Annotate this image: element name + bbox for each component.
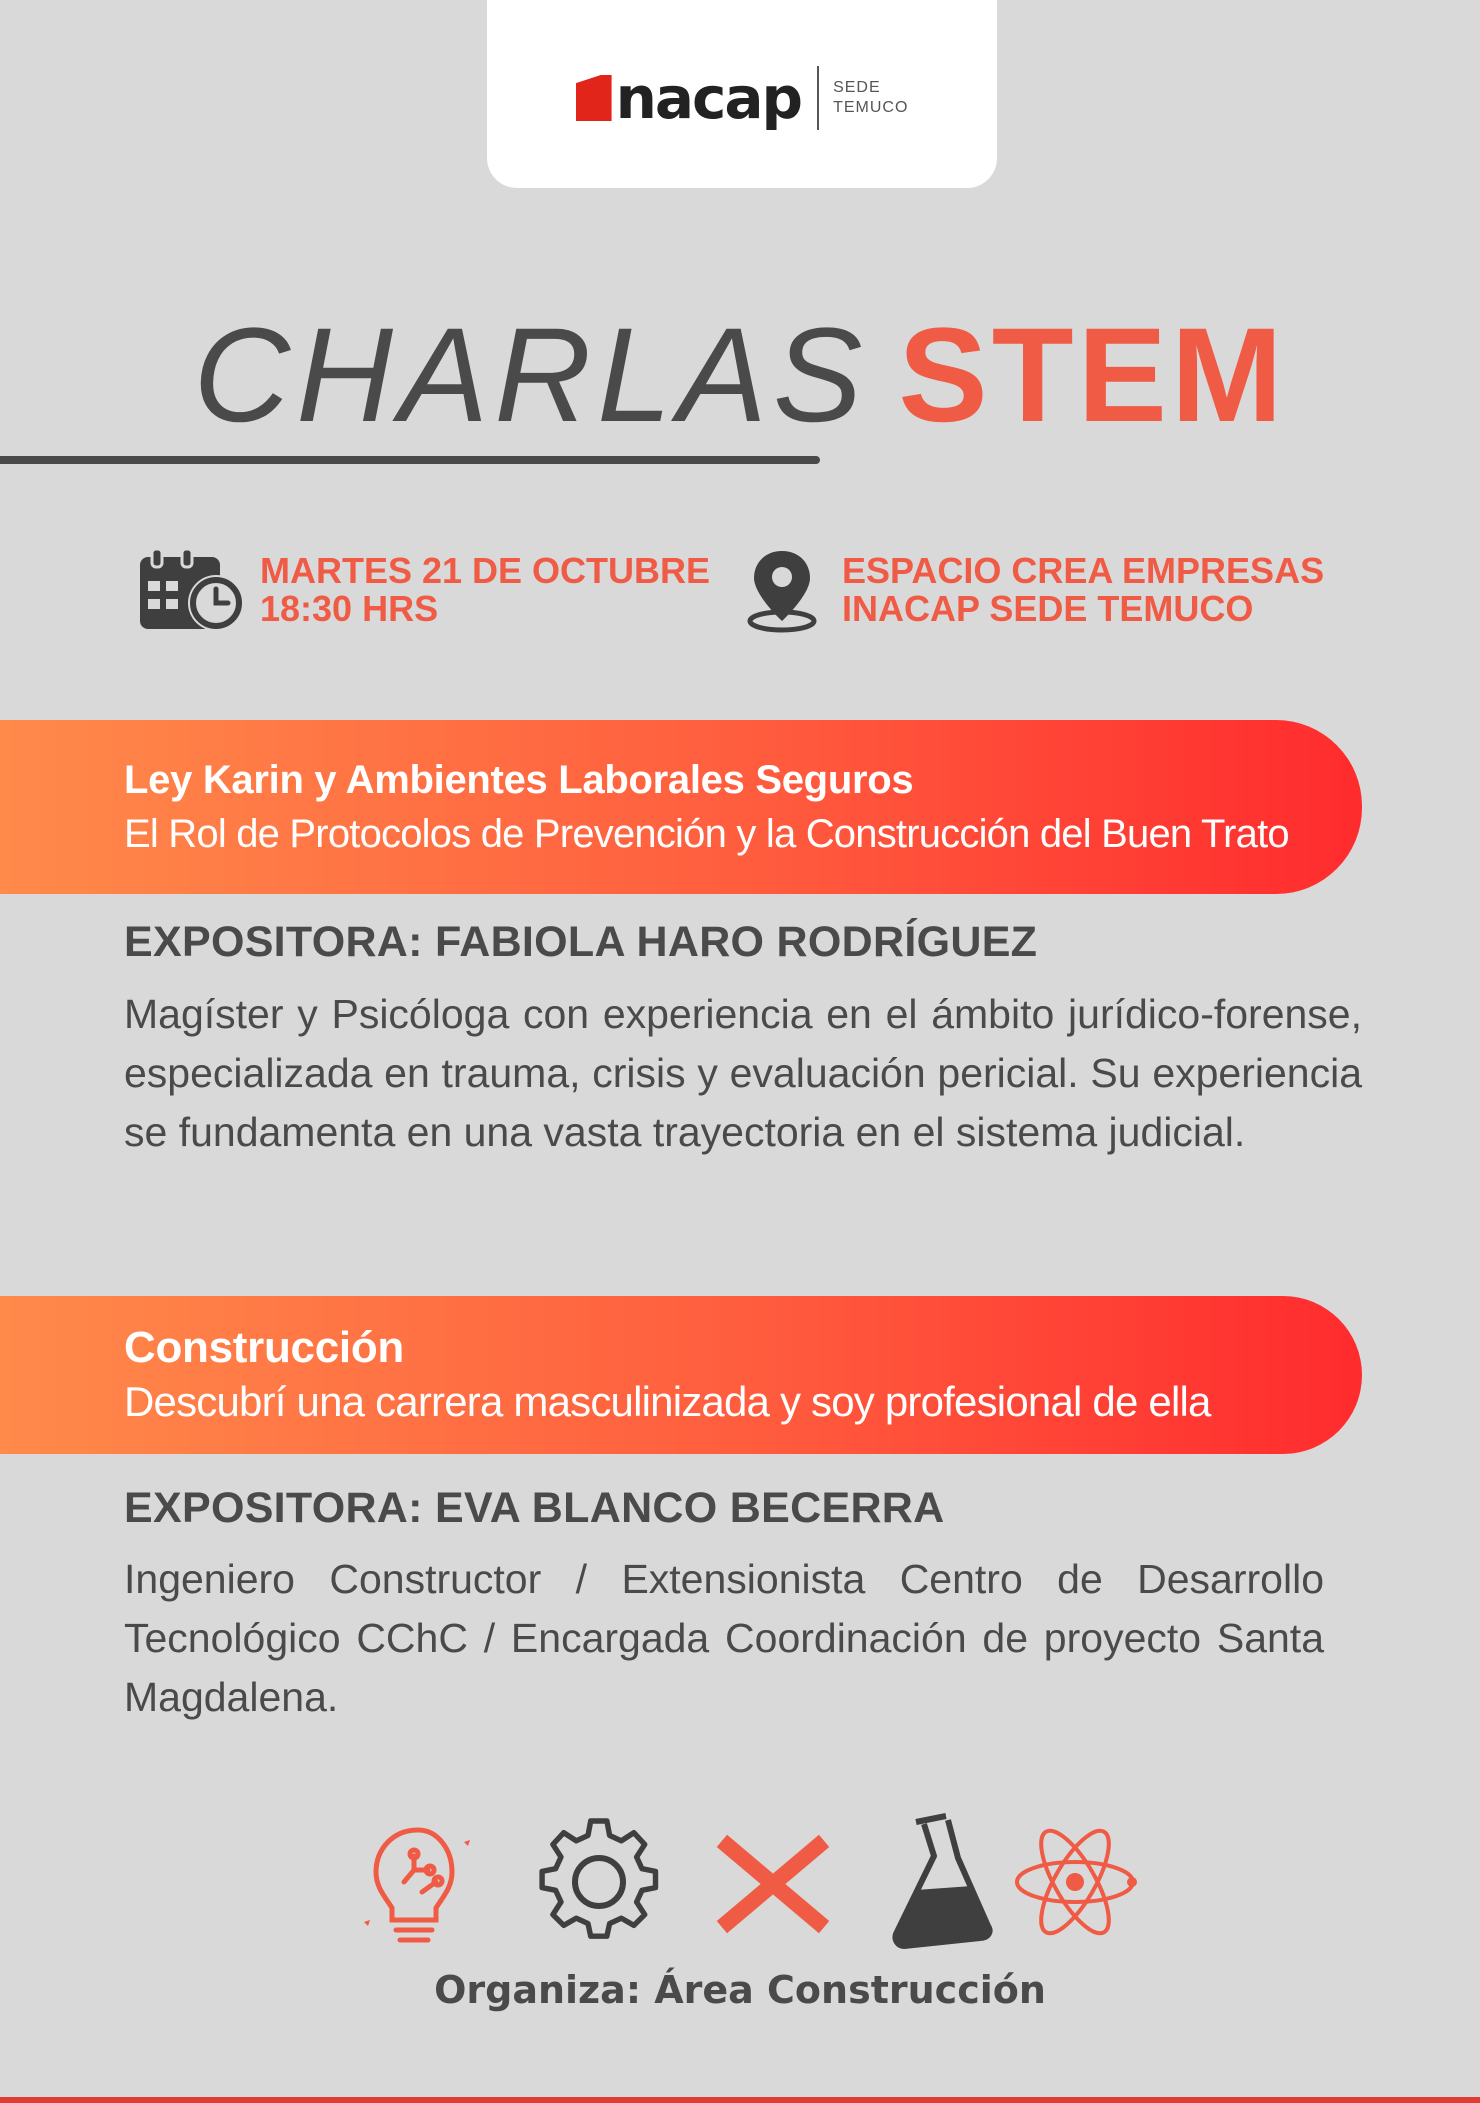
logo-wordmark: nacap <box>615 64 802 132</box>
event-campus-line: INACAP SEDE TEMUCO <box>842 588 1254 629</box>
logo-card <box>487 0 997 188</box>
speaker-name-2: EXPOSITORA: EVA BLANCO BECERRA <box>124 1484 945 1532</box>
stem-icons-row <box>0 1812 1480 1952</box>
talk-title-2: Construcción <box>124 1323 404 1372</box>
logo-campus <box>833 78 908 118</box>
multiply-icon <box>708 1812 838 1952</box>
logo-campus-line1: SEDE <box>833 79 881 96</box>
talk-banner-1 <box>0 720 1362 894</box>
flask-icon <box>876 1812 1006 1952</box>
page-title <box>0 296 1480 456</box>
atom-icon <box>1010 1812 1140 1952</box>
title-part1: CHARLAS <box>193 301 869 450</box>
speaker-name-1: EXPOSITORA: FABIOLA HARO RODRÍGUEZ <box>124 918 1038 966</box>
inacap-logo <box>576 66 909 130</box>
logo-mark-icon <box>576 75 612 121</box>
talk-subtitle-2: Descubrí una carrera masculinizada y soy profesional de ella <box>124 1378 1211 1425</box>
organizer-footer: Organiza: Área Construcción <box>434 1968 1046 2012</box>
logo-campus-line2: TEMUCO <box>833 99 909 116</box>
event-location <box>744 540 1324 640</box>
talk-banner-2 <box>0 1296 1362 1454</box>
event-place-line: ESPACIO CREA EMPRESAS <box>842 550 1325 591</box>
event-date-text <box>260 552 710 628</box>
speaker-bio-2: Ingeniero Constructor / Extensionista Centro de Desarrollo Tecnológico CChC / Encargada Coordinación de proyecto Santa Magdalena. <box>124 1556 1324 1720</box>
title-underline <box>0 456 820 464</box>
talk-title-1: Ley Karin y Ambientes Laborales Seguros <box>124 758 914 802</box>
talk-subtitle-1: El Rol de Protocolos de Prevención y la Construcción del Buen Trato <box>124 812 1289 856</box>
calendar-clock-icon <box>138 547 246 633</box>
event-date-line: MARTES 21 DE OCTUBRE <box>260 550 711 591</box>
title-part2: STEM <box>898 301 1287 450</box>
bottom-accent-bar <box>0 2097 1480 2103</box>
speaker-bio-1: Magíster y Psicóloga con experiencia en el ámbito jurídico-forense, especializada en trauma, crisis y evaluación pericial. Su experiencia se fundamenta en una vasta trayectoria en el sistema judicial. <box>124 991 1362 1155</box>
gear-icon <box>534 1812 664 1952</box>
lightbulb-circuit-icon <box>352 1812 482 1952</box>
location-pin-icon <box>744 547 820 633</box>
event-location-text <box>842 552 1324 628</box>
event-date <box>138 540 710 640</box>
logo-separator <box>817 66 819 130</box>
event-time-line: 18:30 HRS <box>260 588 439 629</box>
